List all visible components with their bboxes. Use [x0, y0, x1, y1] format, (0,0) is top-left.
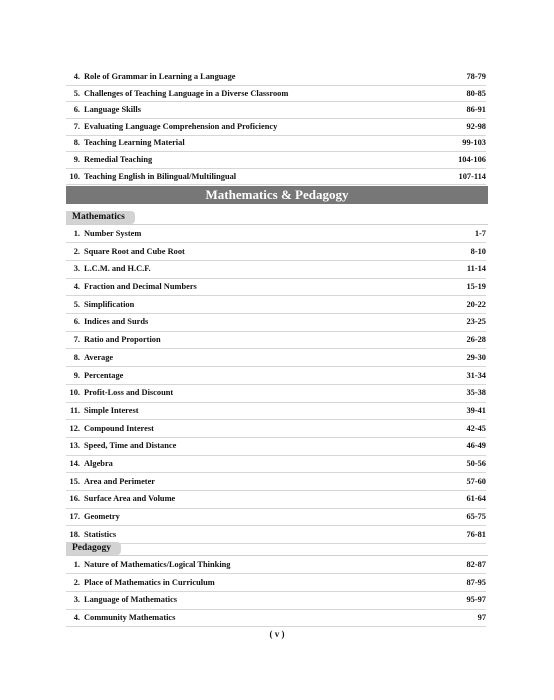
toc-entry — [66, 424, 486, 434]
toc-entry-number: 4. — [73, 72, 80, 81]
toc-separator — [66, 437, 486, 438]
toc-entry-left — [66, 530, 116, 540]
toc-separator — [66, 384, 486, 385]
toc-separator — [66, 278, 486, 279]
toc-entry — [66, 388, 486, 398]
toc-entry-title: Speed, Time and Distance — [84, 441, 177, 451]
toc-entry-title: Simplification — [84, 299, 135, 309]
toc-entry-left — [66, 424, 154, 434]
pedagogy-tag-rule — [66, 555, 488, 556]
toc-entry — [66, 155, 486, 165]
toc-entry-title: Language of Mathematics — [84, 595, 178, 605]
toc-entry-pages: 107-114 — [458, 171, 486, 181]
toc-entry — [66, 264, 486, 274]
toc-entry-left — [66, 560, 231, 570]
toc-separator — [66, 366, 486, 367]
toc-entry-left — [66, 353, 113, 363]
toc-entry-pages: 97 — [477, 613, 486, 623]
toc-entry-title: Simple Interest — [84, 405, 139, 415]
toc-entry-left — [66, 138, 185, 148]
toc-entry — [66, 441, 486, 451]
toc-entry-pages: 50-56 — [466, 458, 486, 468]
toc-entry-title: Ratio and Proportion — [84, 335, 161, 345]
toc-entry-left — [66, 105, 141, 115]
toc-separator — [66, 626, 486, 627]
toc-entry-number: 18. — [69, 529, 80, 539]
toc-entry-number: 7. — [73, 335, 80, 345]
toc-entry-pages: 92-98 — [466, 121, 486, 131]
toc-entry — [66, 477, 486, 487]
toc-entry — [66, 172, 486, 182]
toc-entry — [66, 317, 486, 327]
section-banner: Mathematics & Pedagogy — [66, 186, 488, 204]
toc-entry-title: Fraction and Decimal Numbers — [84, 282, 197, 292]
toc-entry-pages: 20-22 — [466, 299, 486, 309]
toc-entry-left — [66, 264, 151, 274]
toc-entry-number: 3. — [73, 264, 80, 274]
toc-separator — [66, 242, 486, 243]
toc-entry-pages: 26-28 — [466, 335, 486, 345]
toc-separator — [66, 135, 486, 136]
toc-entry-title: L.C.M. and H.C.F. — [84, 264, 151, 274]
toc-entry-title: Percentage — [84, 370, 124, 380]
toc-entry-title: Average — [84, 352, 114, 362]
toc-entry-left — [66, 512, 120, 522]
toc-entry-left — [66, 72, 236, 82]
toc-separator — [66, 118, 486, 119]
toc-separator — [66, 455, 486, 456]
toc-entry-pages: 82-87 — [466, 560, 486, 569]
mathematics-tag-rule — [66, 224, 488, 225]
toc-entry-title: Indices and Surds — [84, 317, 149, 327]
toc-separator — [66, 151, 486, 152]
toc-entry-title: Place of Mathematics in Curriculum — [84, 577, 215, 587]
toc-entry-number: 9. — [73, 370, 80, 380]
toc-entry-pages: 15-19 — [466, 282, 486, 292]
toc-separator — [66, 472, 486, 473]
toc-entry-left — [66, 595, 177, 605]
toc-entry-left — [66, 477, 155, 487]
toc-separator — [66, 419, 486, 420]
toc-entry-pages: 99-103 — [462, 138, 486, 148]
toc-entry-left — [66, 229, 141, 239]
toc-entry-title: Teaching English in Bilingual/Multilingual — [84, 171, 237, 181]
toc-entry — [66, 353, 486, 363]
toc-entry-number: 8. — [73, 352, 80, 362]
toc-entry-title: Language Skills — [84, 105, 142, 115]
toc-entry-number: 13. — [69, 441, 80, 451]
toc-separator — [66, 295, 486, 296]
toc-separator — [66, 402, 486, 403]
toc-entry-pages: 80-85 — [466, 88, 486, 98]
toc-entry — [66, 138, 486, 148]
toc-entry-pages: 86-91 — [466, 105, 486, 115]
toc-entry-title: Area and Perimeter — [84, 476, 156, 486]
toc-entry-number: 6. — [73, 105, 80, 115]
toc-entry-left — [66, 247, 185, 257]
language-toc-list — [66, 72, 486, 188]
toc-separator — [66, 591, 486, 592]
toc-entry-pages: 61-64 — [466, 494, 486, 504]
toc-entry-title: Profit-Loss and Discount — [84, 388, 174, 398]
toc-entry-title: Square Root and Cube Root — [84, 246, 185, 256]
toc-entry-title: Challenges of Teaching Language in a Diverse Classroom — [84, 88, 289, 98]
toc-entry — [66, 560, 486, 570]
toc-entry-pages: 35-38 — [466, 388, 486, 398]
toc-entry-left — [66, 300, 134, 310]
toc-entry-pages: 42-45 — [466, 423, 486, 433]
toc-entry — [66, 459, 486, 469]
toc-entry — [66, 72, 486, 82]
mathematics-toc-list — [66, 229, 486, 547]
toc-entry-left — [66, 441, 176, 451]
toc-entry — [66, 494, 486, 504]
toc-entry-pages: 8-10 — [470, 246, 486, 256]
toc-entry — [66, 371, 486, 381]
toc-entry-left — [66, 613, 175, 623]
toc-separator — [66, 490, 486, 491]
toc-entry-left — [66, 122, 277, 132]
toc-entry-number: 4. — [73, 613, 80, 623]
toc-entry-left — [66, 459, 113, 469]
toc-entry — [66, 595, 486, 605]
toc-entry-title: Remedial Teaching — [84, 154, 153, 164]
toc-entry-title: Community Mathematics — [84, 613, 176, 623]
toc-separator — [66, 573, 486, 574]
toc-entry-pages: 46-49 — [466, 441, 486, 451]
toc-entry-number: 14. — [69, 458, 80, 468]
toc-separator — [66, 508, 486, 509]
toc-entry — [66, 335, 486, 345]
toc-entry — [66, 512, 486, 522]
toc-separator — [66, 543, 486, 544]
toc-entry-title: Evaluating Language Comprehension and Proficiency — [84, 121, 278, 131]
toc-entry-left — [66, 371, 123, 381]
toc-entry-pages: 104-106 — [458, 154, 486, 164]
toc-entry — [66, 406, 486, 416]
toc-entry-number: 1. — [73, 229, 80, 238]
toc-entry-left — [66, 172, 236, 182]
toc-entry-pages: 29-30 — [466, 352, 486, 362]
toc-entry-left — [66, 89, 288, 99]
page-number: ( v ) — [269, 629, 285, 639]
toc-entry-pages: 78-79 — [466, 72, 486, 81]
toc-entry-number: 15. — [69, 476, 80, 486]
toc-entry-number: 16. — [69, 494, 80, 504]
toc-separator — [66, 331, 486, 332]
toc-entry-number: 2. — [73, 577, 80, 587]
toc-entry-left — [66, 155, 152, 165]
toc-entry-number: 7. — [73, 121, 80, 131]
toc-entry-number: 5. — [73, 88, 80, 98]
toc-entry-pages: 65-75 — [466, 512, 486, 521]
toc-entry-number: 1. — [73, 560, 80, 569]
toc-entry-title: Surface Area and Volume — [84, 494, 176, 504]
toc-entry-pages: 76-81 — [466, 529, 486, 539]
toc-separator — [66, 609, 486, 610]
toc-entry-left — [66, 282, 197, 292]
toc-entry-number: 10. — [69, 171, 80, 181]
toc-entry-number: 17. — [69, 512, 80, 521]
toc-entry — [66, 122, 486, 132]
toc-entry — [66, 105, 486, 115]
toc-entry-number: 10. — [69, 388, 80, 398]
toc-entry-pages: 87-95 — [466, 577, 486, 587]
pedagogy-toc-list — [66, 560, 486, 631]
toc-entry — [66, 530, 486, 540]
toc-entry-number: 8. — [73, 138, 80, 148]
toc-separator — [66, 348, 486, 349]
toc-entry-pages: 95-97 — [466, 595, 486, 605]
toc-entry-left — [66, 388, 173, 398]
toc-entry-number: 6. — [73, 317, 80, 327]
toc-entry-number: 2. — [73, 246, 80, 256]
toc-entry-title: Nature of Mathematics/Logical Thinking — [84, 560, 231, 569]
toc-entry-left — [66, 335, 161, 345]
toc-entry-pages: 31-34 — [466, 370, 486, 380]
toc-entry — [66, 229, 486, 239]
toc-entry-pages: 39-41 — [466, 405, 486, 415]
toc-entry-left — [66, 317, 148, 327]
toc-entry — [66, 613, 486, 623]
mathematics-tag: Mathematics — [66, 211, 135, 224]
toc-entry-title: Role of Grammar in Learning a Language — [84, 72, 236, 81]
toc-entry-pages: 57-60 — [466, 476, 486, 486]
toc-entry-pages: 1-7 — [474, 229, 486, 238]
toc-entry-pages: 23-25 — [466, 317, 486, 327]
toc-entry — [66, 89, 486, 99]
toc-entry-pages: 11-14 — [466, 264, 486, 274]
toc-entry-number: 9. — [73, 154, 80, 164]
toc-entry-left — [66, 406, 139, 416]
toc-entry-title: Algebra — [84, 458, 113, 468]
toc-entry-number: 5. — [73, 299, 80, 309]
toc-separator — [66, 168, 486, 169]
toc-entry-title: Number System — [84, 229, 142, 238]
toc-entry-title: Compound Interest — [84, 423, 154, 433]
toc-entry — [66, 247, 486, 257]
pedagogy-tag: Pedagogy — [66, 542, 121, 555]
toc-entry-number: 3. — [73, 595, 80, 605]
toc-entry-number: 4. — [73, 282, 80, 292]
toc-separator — [66, 260, 486, 261]
toc-separator — [66, 313, 486, 314]
toc-entry-title: Statistics — [84, 529, 117, 539]
toc-entry-title: Teaching Learning Material — [84, 138, 185, 148]
toc-entry-number: 12. — [69, 423, 80, 433]
toc-entry-left — [66, 578, 215, 588]
toc-separator — [66, 525, 486, 526]
toc-separator — [66, 85, 486, 86]
toc-entry — [66, 282, 486, 292]
toc-entry-number: 11. — [69, 405, 80, 415]
toc-entry-left — [66, 494, 175, 504]
toc-entry-title: Geometry — [84, 512, 120, 521]
toc-entry — [66, 300, 486, 310]
toc-separator — [66, 101, 486, 102]
toc-entry — [66, 578, 486, 588]
